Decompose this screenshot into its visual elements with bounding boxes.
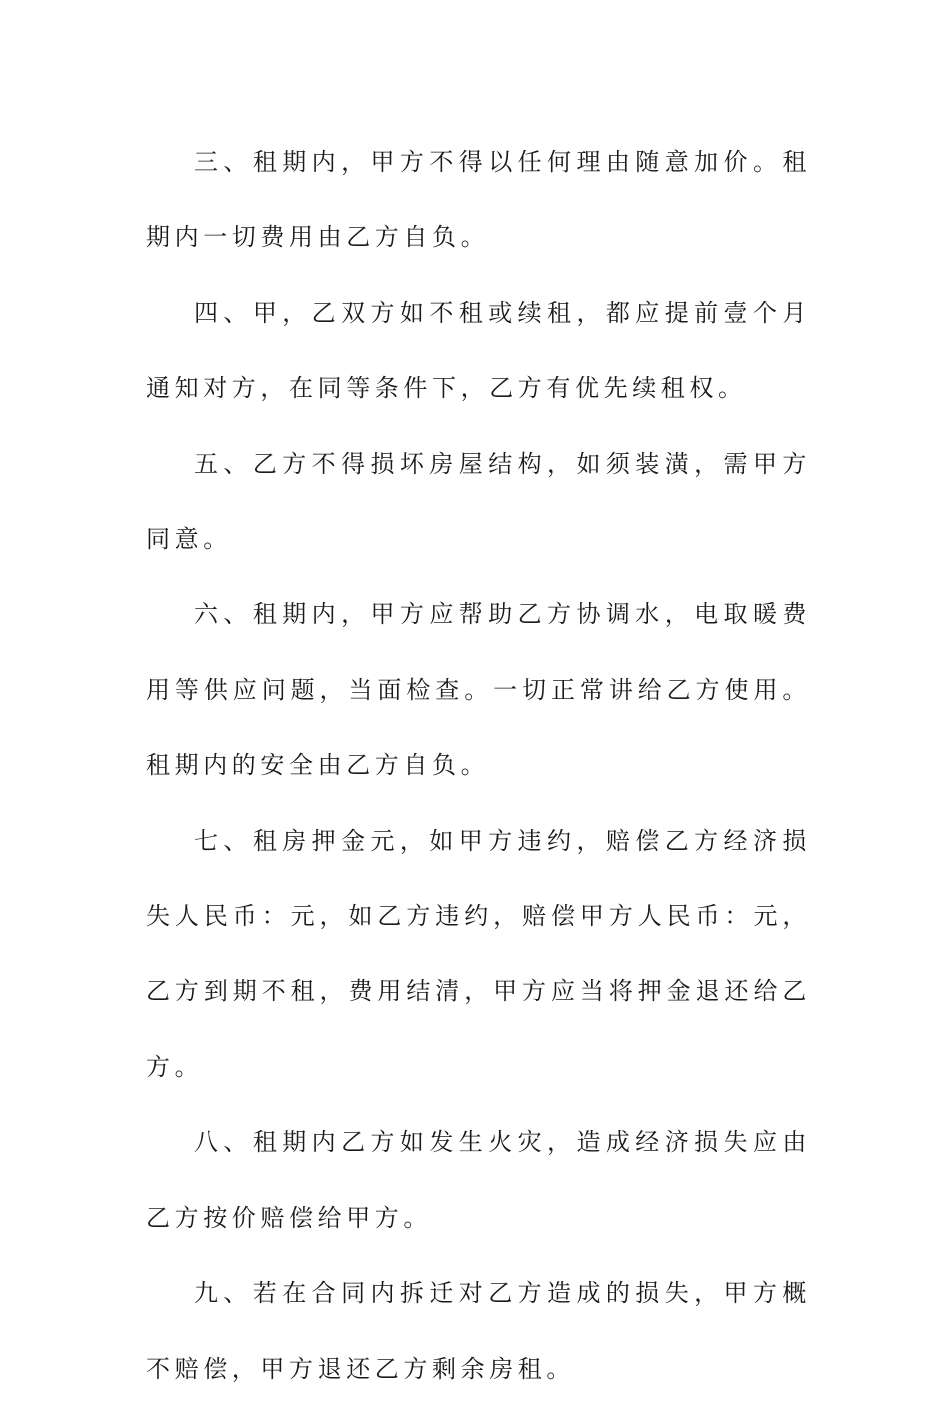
clause-5: 五、乙方不得损坏房屋结构，如须装潢，需甲方同意。: [146, 449, 811, 554]
document-body: [146, 125, 811, 1407]
clause-8: 八、租期内乙方如发生火灾，造成经济损失应由乙方按价赔偿给甲方。: [146, 1128, 811, 1232]
clause-4: 四、甲，乙双方如不租或续租，都应提前壹个月通知对方，在同等条件下，乙方有优先续租权。: [146, 298, 811, 403]
clause-6: 六、租期内，甲方应帮助乙方协调水，电取暖费用等供应问题，当面检查。一切正常讲给乙方使用。租期内的安全由乙方自负。: [146, 600, 811, 780]
clause-9: 九、若在合同内拆迁对乙方造成的损失，甲方概不赔偿，甲方退还乙方剩余房租。: [146, 1279, 811, 1383]
clause-3: 三、租期内，甲方不得以任何理由随意加价。租期内一切费用由乙方自负。: [146, 148, 811, 252]
clause-7: 七、租房押金元，如甲方违约，赔偿乙方经济损失人民币：元，如乙方违约，赔偿甲方人民币：元，乙方到期不租，费用结清，甲方应当将押金退还给乙方。: [146, 826, 811, 1081]
